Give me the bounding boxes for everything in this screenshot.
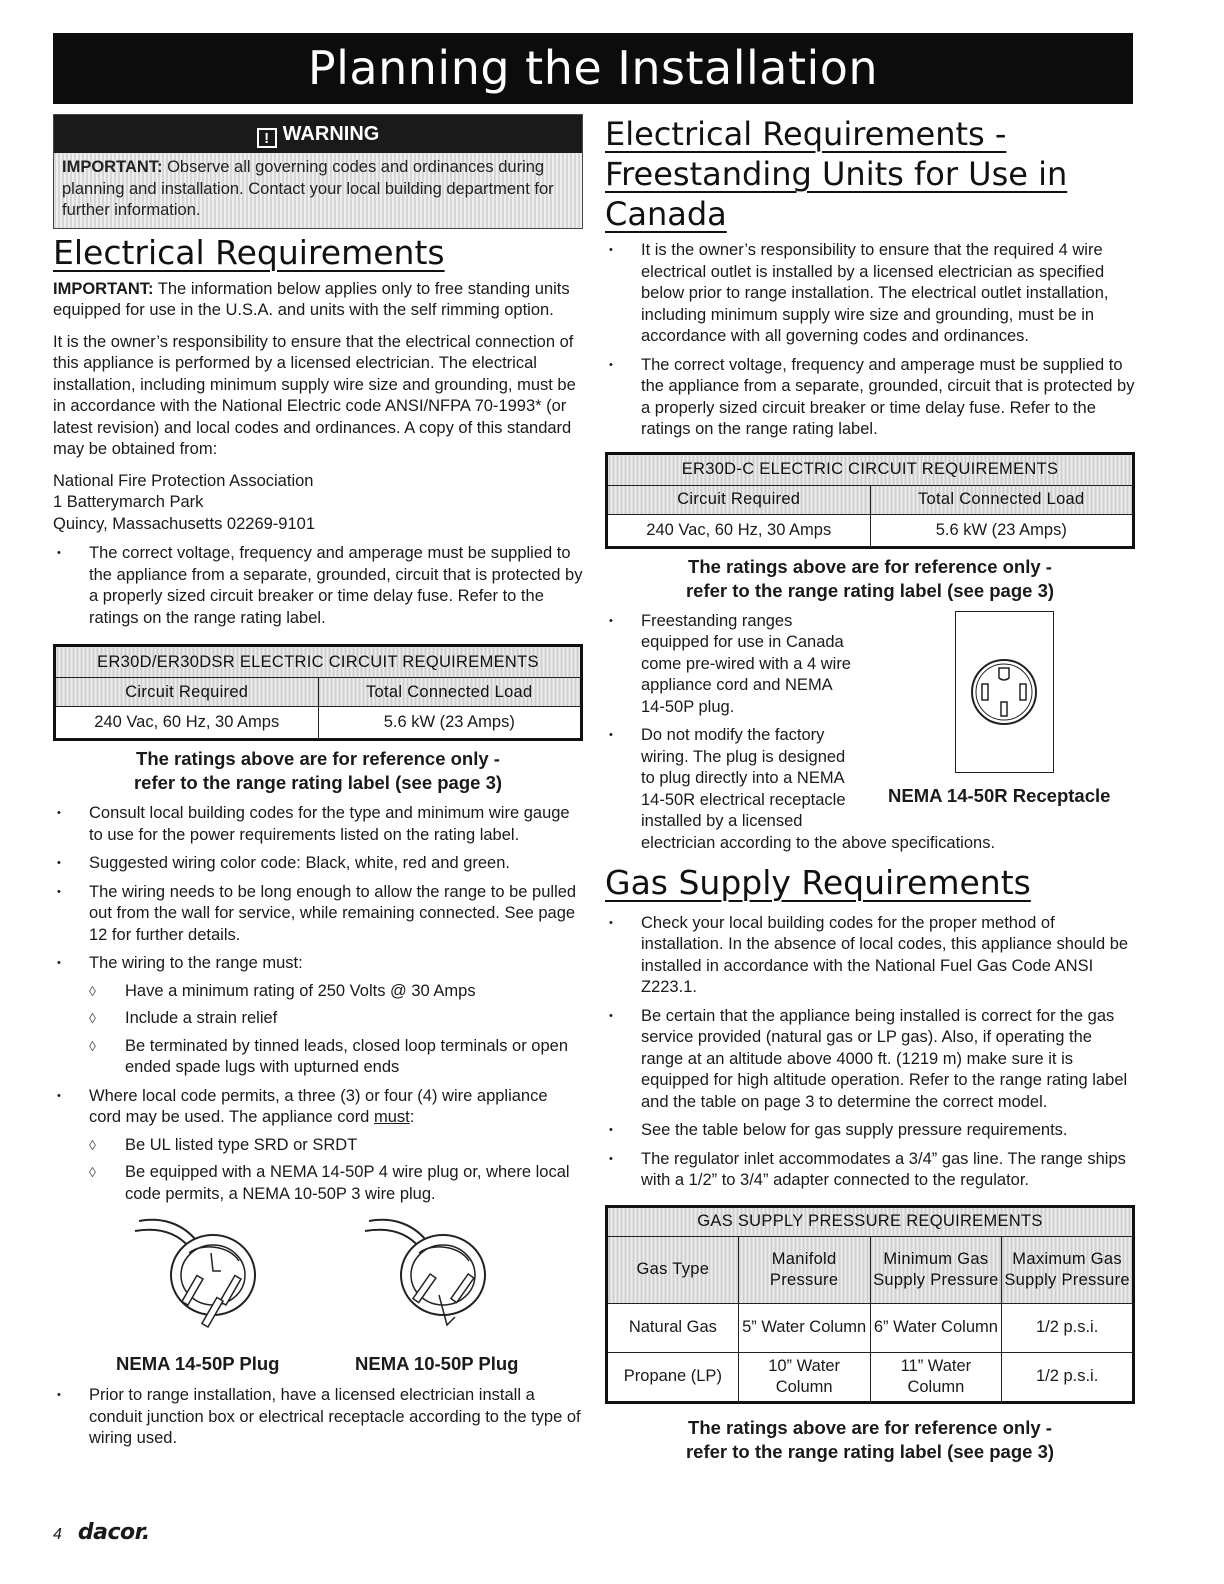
list-item: ◊ Be UL listed type SRD or SRDT xyxy=(89,1135,583,1157)
list-item: • Consult local building codes for the type and minimum wire gauge to use for the power requirements listed on the rating label. xyxy=(53,803,583,846)
table-cell: 11” Water Column xyxy=(870,1352,1002,1402)
list-item: • Suggested wiring color code: Black, white, red and green. xyxy=(53,853,583,875)
ratings-caption: The ratings above are for reference only - refer to the range rating label (see page 3) xyxy=(133,748,503,793)
right-column xyxy=(605,114,1135,1472)
list-item: • Prior to range installation, have a licensed electrician install a conduit junction box or electrical receptacle according to the type of wiring used. xyxy=(53,1385,583,1450)
electrical-requirements-heading: Electrical Requirements xyxy=(53,232,445,272)
list-item: • The wiring to the range must: ◊ Have a minimum rating of 250 Volts @ 30 Amps ◊ Include a strain relief ◊ Be terminated by tinned leads, closed loop terminals or open ended spade lugs with upturned ends xyxy=(53,953,583,1079)
table-header: Gas Type xyxy=(607,1236,739,1303)
table-cell: Propane (LP) xyxy=(607,1352,739,1402)
warning-box xyxy=(53,114,583,229)
nema-10-50p-plug-icon xyxy=(361,1213,501,1348)
er30d-circuit-table xyxy=(53,644,583,741)
table-cell: 240 Vac, 60 Hz, 30 Amps xyxy=(607,514,871,547)
gas-pressure-table xyxy=(605,1205,1135,1404)
table-cell: 240 Vac, 60 Hz, 30 Amps xyxy=(55,707,319,740)
page-footer xyxy=(53,1520,150,1545)
receptacle-label: NEMA 14-50R Receptacle xyxy=(888,784,1111,806)
list-item: • It is the owner’s responsibility to ensure that the required 4 wire electrical outlet is installed by a licensed electrician as specified below prior to range installation. The electrical outlet installation, including minimum supply wire size and grounding, must be in accordance with all governing codes and ordinances. xyxy=(605,240,1135,348)
list-item: • Freestanding ranges equipped for use in Canada come pre-wired with a 4 wire appliance cord and NEMA 14-50P plug. xyxy=(605,611,1135,719)
table-cell: 5.6 kW (23 Amps) xyxy=(318,707,582,740)
ratings-caption: The ratings above are for reference only - refer to the range rating label (see page 3) xyxy=(685,555,1055,601)
list-item: • The correct voltage, frequency and amperage must be supplied to the appliance from a separate, grounded, circuit that is protected by a properly sized circuit breaker or time delay fuse. Refer to the ratings on the range rating label. xyxy=(53,543,583,629)
nema-14-50p-plug-icon xyxy=(131,1213,271,1348)
table-title: ER30D-C ELECTRIC CIRCUIT REQUIREMENTS xyxy=(607,453,1134,485)
table-title: ER30D/ER30DSR ELECTRIC CIRCUIT REQUIREMENTS xyxy=(55,646,582,678)
list-item: • Do not modify the factory wiring. The plug is designed to plug directly into a NEMA 14-50R electrical receptacle installed by a licensed electrician according to the above specifications. xyxy=(605,725,1135,854)
nema-14-50p-label: NEMA 14-50P Plug xyxy=(116,1353,280,1374)
ratings-caption: The ratings above are for reference only - refer to the range rating label (see page 3) xyxy=(685,1416,1055,1462)
gas-supply-heading: Gas Supply Requirements xyxy=(605,862,1031,902)
table-header: Total Connected Load xyxy=(870,485,1134,514)
table-cell: 6” Water Column xyxy=(870,1303,1002,1352)
table-cell: 1/2 p.s.i. xyxy=(1002,1303,1134,1352)
list-item: ◊ Be equipped with a NEMA 14-50P 4 wire plug or, where local code permits, a NEMA 10-50P 3 wire plug. xyxy=(89,1162,583,1205)
table-header: Circuit Required xyxy=(607,485,871,514)
warning-text: IMPORTANT: Observe all governing codes and ordinances during planning and installation. Contact your local building department for further information. xyxy=(62,158,554,219)
canada-electrical-heading: Electrical Requirements - Freestanding Units for Use in Canada xyxy=(605,115,1068,233)
er30d-c-circuit-table xyxy=(605,452,1135,549)
plug-illustrations xyxy=(53,1213,583,1373)
table-header: Total Connected Load xyxy=(318,678,582,707)
list-item: ◊ Be terminated by tinned leads, closed loop terminals or open ended spade lugs with upturned ends xyxy=(89,1036,583,1079)
dacor-logo: dacor. xyxy=(77,1520,150,1545)
table-cell: 5” Water Column xyxy=(738,1303,870,1352)
list-item: ◊ Include a strain relief xyxy=(89,1008,583,1030)
receptacle-outlet-icon xyxy=(956,612,1053,772)
important-note: IMPORTANT: The information below applies only to free standing units equipped for use in the U.S.A. and units with the self rimming option. xyxy=(53,279,570,319)
table-cell: 1/2 p.s.i. xyxy=(1002,1352,1134,1402)
page-number: 4 xyxy=(53,1526,62,1543)
page-title-banner: Planning the Installation xyxy=(53,33,1133,104)
nfpa-address: National Fire Protection Association 1 Batterymarch Park Quincy, Massachusetts 02269-9101 xyxy=(53,471,316,533)
warning-header: ! WARNING xyxy=(54,115,582,153)
nema-10-50p-label: NEMA 10-50P Plug xyxy=(355,1353,519,1374)
list-item: ◊ Have a minimum rating of 250 Volts @ 30 Amps xyxy=(89,981,583,1003)
list-item: • Check your local building codes for the proper method of installation. In the absence of local codes, this appliance should be installed in accordance with the National Fuel Gas Code ANSI Z223.1. xyxy=(605,913,1135,999)
list-item: • The regulator inlet accommodates a 3/4” gas line. The range ships with a 1/2” to 3/4” adapter connected to the regulator. xyxy=(605,1149,1135,1192)
table-cell: Natural Gas xyxy=(607,1303,739,1352)
warning-icon: ! xyxy=(257,128,277,148)
list-item: • The correct voltage, frequency and amperage must be supplied to the appliance from a separate, grounded, circuit that is protected by a properly sized circuit breaker or time delay fuse. Refer to the ratings on the range rating label. xyxy=(605,355,1135,441)
table-cell: 10” Water Column xyxy=(738,1352,870,1402)
table-header: Maximum Gas Supply Pressure xyxy=(1002,1236,1134,1303)
canada-plug-section xyxy=(605,611,1135,851)
list-item: • Be certain that the appliance being installed is correct for the gas service provided (natural gas or LP gas). Also, if operating the range at an altitude above 4000 ft. (1219 m) make sure it is equipped for high altitude operation. Refer to the range rating label and the table on page 3 to determine the correct model. xyxy=(605,1006,1135,1114)
list-item: • The wiring needs to be long enough to allow the range to be pulled out from the wall for service, while remaining connected. See page 12 for further details. xyxy=(53,882,583,947)
left-column xyxy=(53,114,583,1457)
table-cell: 5.6 kW (23 Amps) xyxy=(870,514,1134,547)
list-item: • See the table below for gas supply pressure requirements. xyxy=(605,1120,1135,1142)
table-header: Manifold Pressure xyxy=(738,1236,870,1303)
table-title: GAS SUPPLY PRESSURE REQUIREMENTS xyxy=(607,1206,1134,1236)
nema-14-50r-receptacle xyxy=(955,611,1054,773)
list-item: • Where local code permits, a three (3) or four (4) wire appliance cord may be used. The appliance cord must: ◊ Be UL listed type SRD or SRDT ◊ Be equipped with a NEMA 14-50P 4 wire plug or, where local code permits, a NEMA 10-50P 3 wire plug. xyxy=(53,1086,583,1206)
table-header: Minimum Gas Supply Pressure xyxy=(870,1236,1002,1303)
table-header: Circuit Required xyxy=(55,678,319,707)
owner-responsibility-paragraph: It is the owner’s responsibility to ensure that the electrical connection of this appliance is performed by a licensed electrician. The electrical installation, including minimum supply wire size and grounding, must be in accordance with the National Electric code ANSI/NFPA 70-1993* (or latest revision) and local codes and ordinances. A copy of this standard may be obtained from: xyxy=(53,332,576,458)
